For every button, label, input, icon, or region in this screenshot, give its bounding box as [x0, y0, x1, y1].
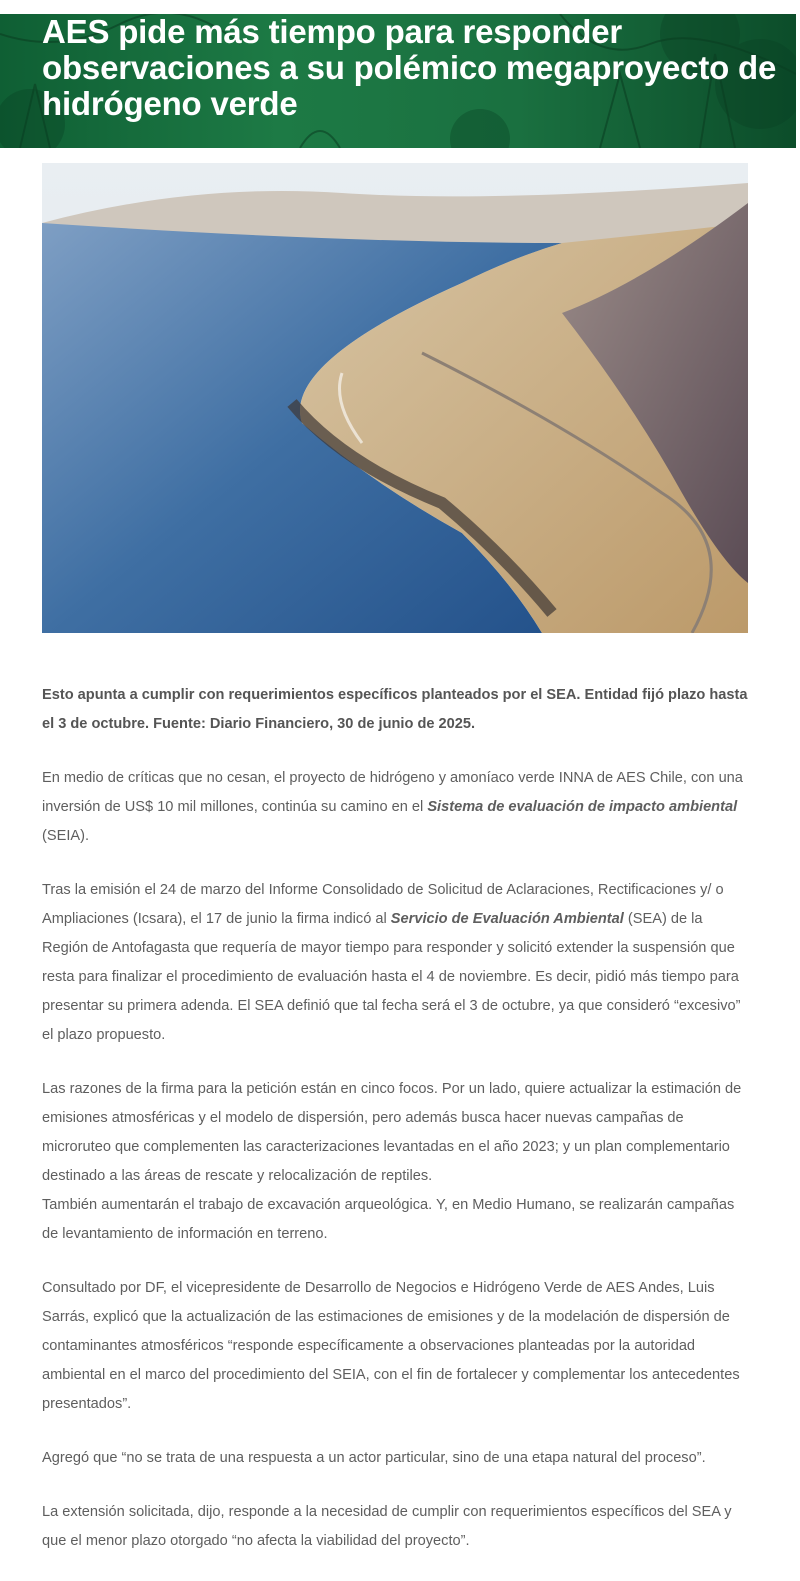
- paragraph-1-text: En medio de críticas que no cesan, el proyecto de hidrógeno y amoníaco verde INNA de AES Chile, con una inversión de US$ 10 mil millones, continúa su camino en el: [42, 770, 743, 815]
- paragraph-3-line-2: También aumentarán el trabajo de excavación arqueológica. Y, en Medio Humano, se realizarán campañas de levantamiento de información en terreno.: [42, 1197, 735, 1242]
- header-banner: [0, 14, 796, 148]
- paragraph-2-end: (SEA) de la Región de Antofagasta que requería de mayor tiempo para responder y solicitó extender la suspensión que resta para finalizar el procedimiento de evaluación hasta el 4 de noviembre. Es decir, pidió más tiempo para presentar su primera adenda. El SEA definió que tal fecha será el 3 de octubre, ya que consideró “excesivo” el plazo propuesto.: [42, 911, 741, 1043]
- paragraph-1: [42, 764, 752, 851]
- paragraph-4: Consultado por DF, el vicepresidente de Desarrollo de Negocios e Hidrógeno Verde de AES Andes, Luis Sarrás, explicó que la actualización de las estimaciones de emisiones y de la modelación de dispersión de contaminantes atmosféricos “responde específicamente a observaciones planteadas por la autoridad ambiental en el marco del procedimiento del SEIA, con el fin de fortalecer y complementar los antecedentes presentados”.: [42, 1280, 740, 1412]
- paragraph-5: Agregó que “no se trata de una respuesta a un actor particular, sino de una etapa natural del proceso”.: [42, 1450, 706, 1466]
- article-lead: Esto apunta a cumplir con requerimientos específicos planteados por el SEA. Entidad fijó plazo hasta el 3 de octubre. Fuente: Diario Financiero, 30 de junio de 2025.: [42, 687, 748, 732]
- seia-link[interactable]: Sistema de evaluación de impacto ambiental: [427, 799, 738, 815]
- paragraph-3: [42, 1075, 752, 1249]
- article-body: [42, 681, 752, 1581]
- paragraph-6: La extensión solicitada, dijo, responde a la necesidad de cumplir con requerimientos específicos del SEA y que el menor plazo otorgado “no afecta la viabilidad del proyecto”.: [42, 1504, 732, 1549]
- paragraph-2-text: Tras la emisión el 24 de marzo del Informe Consolidado de Solicitud de Aclaraciones, Rectificaciones y/ o Ampliaciones (Icsara), el 17 de junio la firma indicó al: [42, 882, 724, 927]
- paragraph-3-line-1: Las razones de la firma para la petición están en cinco focos. Por un lado, quiere actualizar la estimación de emisiones atmosféricas y el modelo de dispersión, pero además busca hacer nuevas campañas de microruteo que complementen las caracterizaciones levantadas en el año 2023; y un plan complementario destinado a las áreas de rescate y relocalización de reptiles.: [42, 1081, 742, 1184]
- paragraph-1-end: (SEIA).: [42, 828, 90, 844]
- hero-image: [42, 163, 748, 633]
- paragraph-2: [42, 876, 752, 1050]
- sea-link[interactable]: Servicio de Evaluación Ambiental: [390, 911, 624, 927]
- article-headline: AES pide más tiempo para responder observaciones a su polémico megaproyecto de hidrógeno verde: [42, 14, 777, 122]
